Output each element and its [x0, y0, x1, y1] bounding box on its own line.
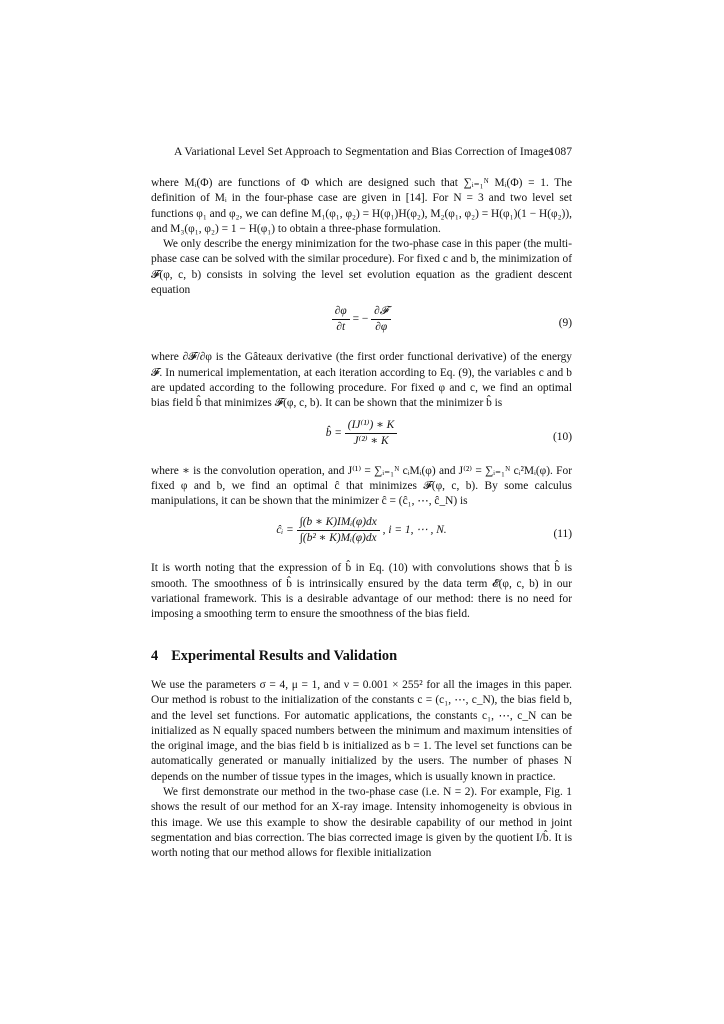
eq9-lhs-numerator: ∂φ: [332, 304, 350, 320]
paragraph-smoothness: It is worth noting that the expression of b̂ in Eq. (10) with convolutions shows that b̂ is smooth. The smoothness of b̂ is intrinsically ensured by the data term 𝓔(φ, c, b) in our variational framework. This is a desirable advantage of our method: there is no need for imposing a smoothing term to ensure the smoothness of the bias field.: [151, 562, 572, 621]
eq10-lhs: b̂ =: [325, 426, 342, 439]
section-title: Experimental Results and Validation: [171, 647, 398, 664]
equation-9: [151, 304, 572, 344]
running-title: A Variational Level Set Approach to Segmentation and Bias Correction of Images: [174, 145, 554, 158]
eq10-denominator: J⁽²⁾ ∗ K: [353, 434, 389, 447]
paragraph-two-phase-demo: We first demonstrate our method in the two-phase case (i.e. N = 2). For example, Fig. 1 shows the result of our method for an X-ray image. Intensity inhomogeneity is obvious in this image. We use this example to show the desirable capability of our method in joint segmentation and bias correction. The bias corrected image is given by the quotient I/b̂. It is worth noting that our method allows for flexible initialization: [151, 786, 572, 860]
paragraph-multiphase-functions: where Mᵢ(Φ) are functions of Φ which are designed such that ∑ᵢ₌₁ᴺ Mᵢ(Φ) = 1. The definition of Mᵢ in the four-phase case are given in [14]. For N = 3 and two level set functions φ₁ and φ₂, we can define M₁(φ₁, φ₂) = H(φ₁)H(φ₂), M₂(φ₁, φ₂) = H(φ₁)(1 − H(φ₂)), and M₃(φ₁, φ₂) = 1 − H(φ₁) to obtain a three-phase formulation.: [151, 177, 572, 235]
eq9-rhs-numerator: ∂𝓕: [371, 304, 391, 320]
eq10-numerator: (IJ⁽¹⁾) ∗ K: [345, 418, 397, 434]
eq9-lhs-fraction: [332, 304, 350, 335]
paragraph-gateaux-derivative: where ∂𝓕/∂φ is the Gâteaux derivative (the first order functional derivative) of the energy 𝓕. In numerical implementation, at each iteration according to Eq. (9), the variables c and b are updated according to the following procedure. For fixed φ and c, we find an optimal bias field b̂ that minimizes 𝓕(φ, c, b). It can be shown that the minimizer b̂ is: [151, 351, 572, 410]
main-text: [151, 176, 572, 862]
equation-number-11: (11): [553, 528, 572, 541]
eq10-fraction: [345, 418, 397, 449]
equation-11: [151, 515, 572, 555]
paragraph-parameters: We use the parameters σ = 4, μ = 1, and ν = 0.001 × 255² for all the images in this paper. Our method is robust to the initialization of the constants c = (c₁, ⋯, c_N), the bias field b, and the level set functions. For automatic applications, the constants c₁, ⋯, c_N can be initialized as N equally spaced numbers between the minimum and maximum intensities of the original image, and the bias field b is initialized as b = 1. The level set functions can be automatically generated or manually initialized by the users. The number of phases N depends on the number of tissue types in the images, which is usually known in practice.: [151, 678, 572, 783]
eq9-rhs-denominator: ∂φ: [375, 321, 388, 334]
paragraph-convolution: where ∗ is the convolution operation, and J⁽¹⁾ = ∑ᵢ₌₁ᴺ cᵢMᵢ(φ) and J⁽²⁾ = ∑ᵢ₌₁ᴺ cᵢ²Mᵢ(φ). For fixed φ and b, we find an optimal ĉ that minimizes 𝓕(φ, c, b). By some calculus manipulations, it can be shown that the minimizer ĉ = (ĉ₁, ⋯, ĉ_N) is: [151, 464, 572, 508]
eq9-operator: = −: [352, 313, 369, 326]
equation-number-10: (10): [553, 430, 572, 443]
eq9-lhs-denominator: ∂t: [336, 321, 346, 334]
eq11-numerator: ∫(b ∗ K)IMᵢ(φ)dx: [297, 515, 380, 531]
equation-number-9: (9): [558, 317, 572, 330]
equation-10: [151, 418, 572, 458]
section-heading: [151, 649, 572, 664]
eq9-rhs-fraction: [371, 304, 391, 335]
page-number: 1087: [548, 145, 572, 158]
eq11-range: , i = 1, ⋯ , N.: [382, 524, 447, 537]
section-number: 4: [151, 647, 159, 664]
eq11-denominator: ∫(b² ∗ K)Mᵢ(φ)dx: [299, 532, 377, 545]
paragraph-energy-minimization: We only describe the energy minimization for the two-phase case in this paper (the multi-phase case can be solved with the similar procedure). For fixed c and b, the minimization of 𝓕(φ, c, b) consists in solving the level set evolution equation as the gradient descent equation: [151, 238, 572, 297]
eq11-fraction: [297, 515, 380, 546]
eq11-lhs: ĉᵢ =: [276, 524, 294, 537]
